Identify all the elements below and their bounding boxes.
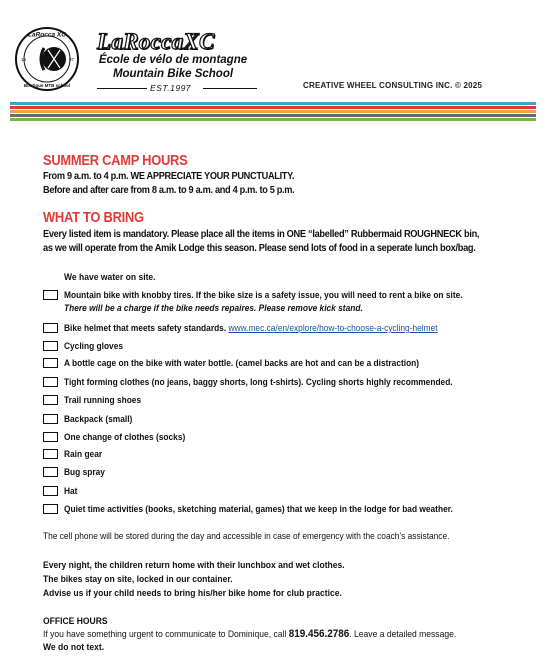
checkbox[interactable]: [43, 414, 58, 424]
stripe-red: [10, 106, 536, 109]
item-label: Mountain bike with knobby tires. If the bike size is a safety issue, you will need to rent a bike on site.: [64, 290, 463, 301]
item-label: Cycling gloves: [64, 341, 124, 352]
water-note: We have water on site.: [64, 272, 156, 283]
no-text-note: We do not text.: [43, 642, 105, 653]
evening-line-2: The bikes stay on site, locked in our container.: [43, 574, 233, 585]
checkbox[interactable]: [43, 449, 58, 459]
office-phone: 819.456.2786: [288, 628, 350, 640]
item-label: One change of clothes (socks): [64, 432, 186, 443]
established: EST.1997: [150, 83, 192, 93]
summer-camp-hours: From 9 a.m. to 4 p.m. WE APPRECIATE YOUR PUNCTUALITY.: [43, 171, 295, 182]
what-to-bring-section: [43, 209, 538, 255]
logo-text-bottom: Boutique MTB school: [23, 83, 71, 88]
checkbox[interactable]: [43, 323, 58, 333]
divider-left: [97, 88, 147, 89]
divider-right: [203, 88, 257, 89]
checkbox[interactable]: [43, 395, 58, 405]
office-text-before: If you have something urgent to communicate to Dominique, call: [43, 629, 289, 640]
office-heading: OFFICE HOURS: [43, 616, 108, 627]
checkbox[interactable]: [43, 504, 58, 514]
summer-camp-care: Before and after care from 8 a.m. to 9 a.m. and 4 p.m. to 5 p.m.: [43, 185, 295, 196]
office-line: [43, 628, 456, 641]
office-section: [43, 615, 456, 654]
stripe-blue: [10, 102, 536, 105]
what-to-bring-intro-2: as we will operate from the Amik Lodge this season. Please send lots of food in a seperate lunch box/bag.: [43, 242, 476, 254]
item-label: A bottle cage on the bike with water bottle. (camel backs are hot and can be a distraction): [64, 358, 420, 369]
summer-camp-heading: SUMMER CAMP HOURS: [43, 152, 188, 169]
evening-line-3: Advise us if your child needs to bring his/her bike home for club practice.: [43, 588, 342, 599]
checkbox[interactable]: [43, 486, 58, 496]
helmet-guide-link[interactable]: www.mec.ca/en/explore/how-to-choose-a-cycling-helmet: [228, 323, 438, 334]
item-label: Trail running shoes: [64, 395, 142, 406]
logo-year-right: 97: [69, 57, 75, 62]
brand-name: LaRoccaXC: [97, 29, 215, 54]
item-label: Bug spray: [64, 467, 105, 478]
stripe-green: [10, 118, 536, 121]
stripe-grey: [10, 114, 536, 117]
checkbox[interactable]: [43, 467, 58, 477]
checkbox[interactable]: [43, 341, 58, 351]
company-name: CREATIVE WHEEL CONSULTING INC. © 2025: [303, 81, 483, 90]
item-label: Bike helmet that meets safety standards.: [64, 323, 227, 334]
evening-section: [43, 559, 345, 601]
stripe-orange: [10, 110, 536, 113]
checkbox[interactable]: [43, 290, 58, 300]
phone-note: The cell phone will be stored during the day and accessible in case of emergency with the coach’s assistance.: [43, 531, 450, 542]
office-text-after: . Leave a detailed message.: [349, 629, 457, 640]
larocca-logo: [14, 26, 80, 92]
item-label: Rain gear: [64, 449, 103, 460]
item-note: There will be a charge if the bike needs repaires. Please remove kick stand.: [64, 303, 363, 314]
summer-camp-section: [43, 152, 538, 198]
what-to-bring-heading: WHAT TO BRING: [43, 209, 144, 226]
item-label: Tight forming clothes (no jeans, baggy shorts, long t-shirts). Cycling shorts highly recommended.: [64, 377, 453, 388]
header: [0, 0, 546, 122]
what-to-bring-intro-1: Every listed item is mandatory. Please place all the items in ONE “labelled” Rubbermaid ROUGHNECK bin,: [43, 228, 480, 240]
logo-text-top: LaRocca XC: [28, 31, 66, 39]
tagline-fr: École de vélo de montagne: [98, 54, 248, 66]
checkbox[interactable]: [43, 377, 58, 387]
logo-year-left: 19: [21, 57, 27, 62]
checkbox[interactable]: [43, 358, 58, 368]
item-label: Backpack (small): [64, 414, 133, 425]
item-label: Quiet time activities (books, sketching material, games) that we keep in the lodge for bad weather.: [64, 504, 453, 515]
checkbox[interactable]: [43, 432, 58, 442]
item-label: Hat: [64, 486, 78, 497]
evening-line-1: Every night, the children return home with their lunchbox and wet clothes.: [43, 560, 345, 571]
tagline-en: Mountain Bike School: [112, 68, 234, 80]
